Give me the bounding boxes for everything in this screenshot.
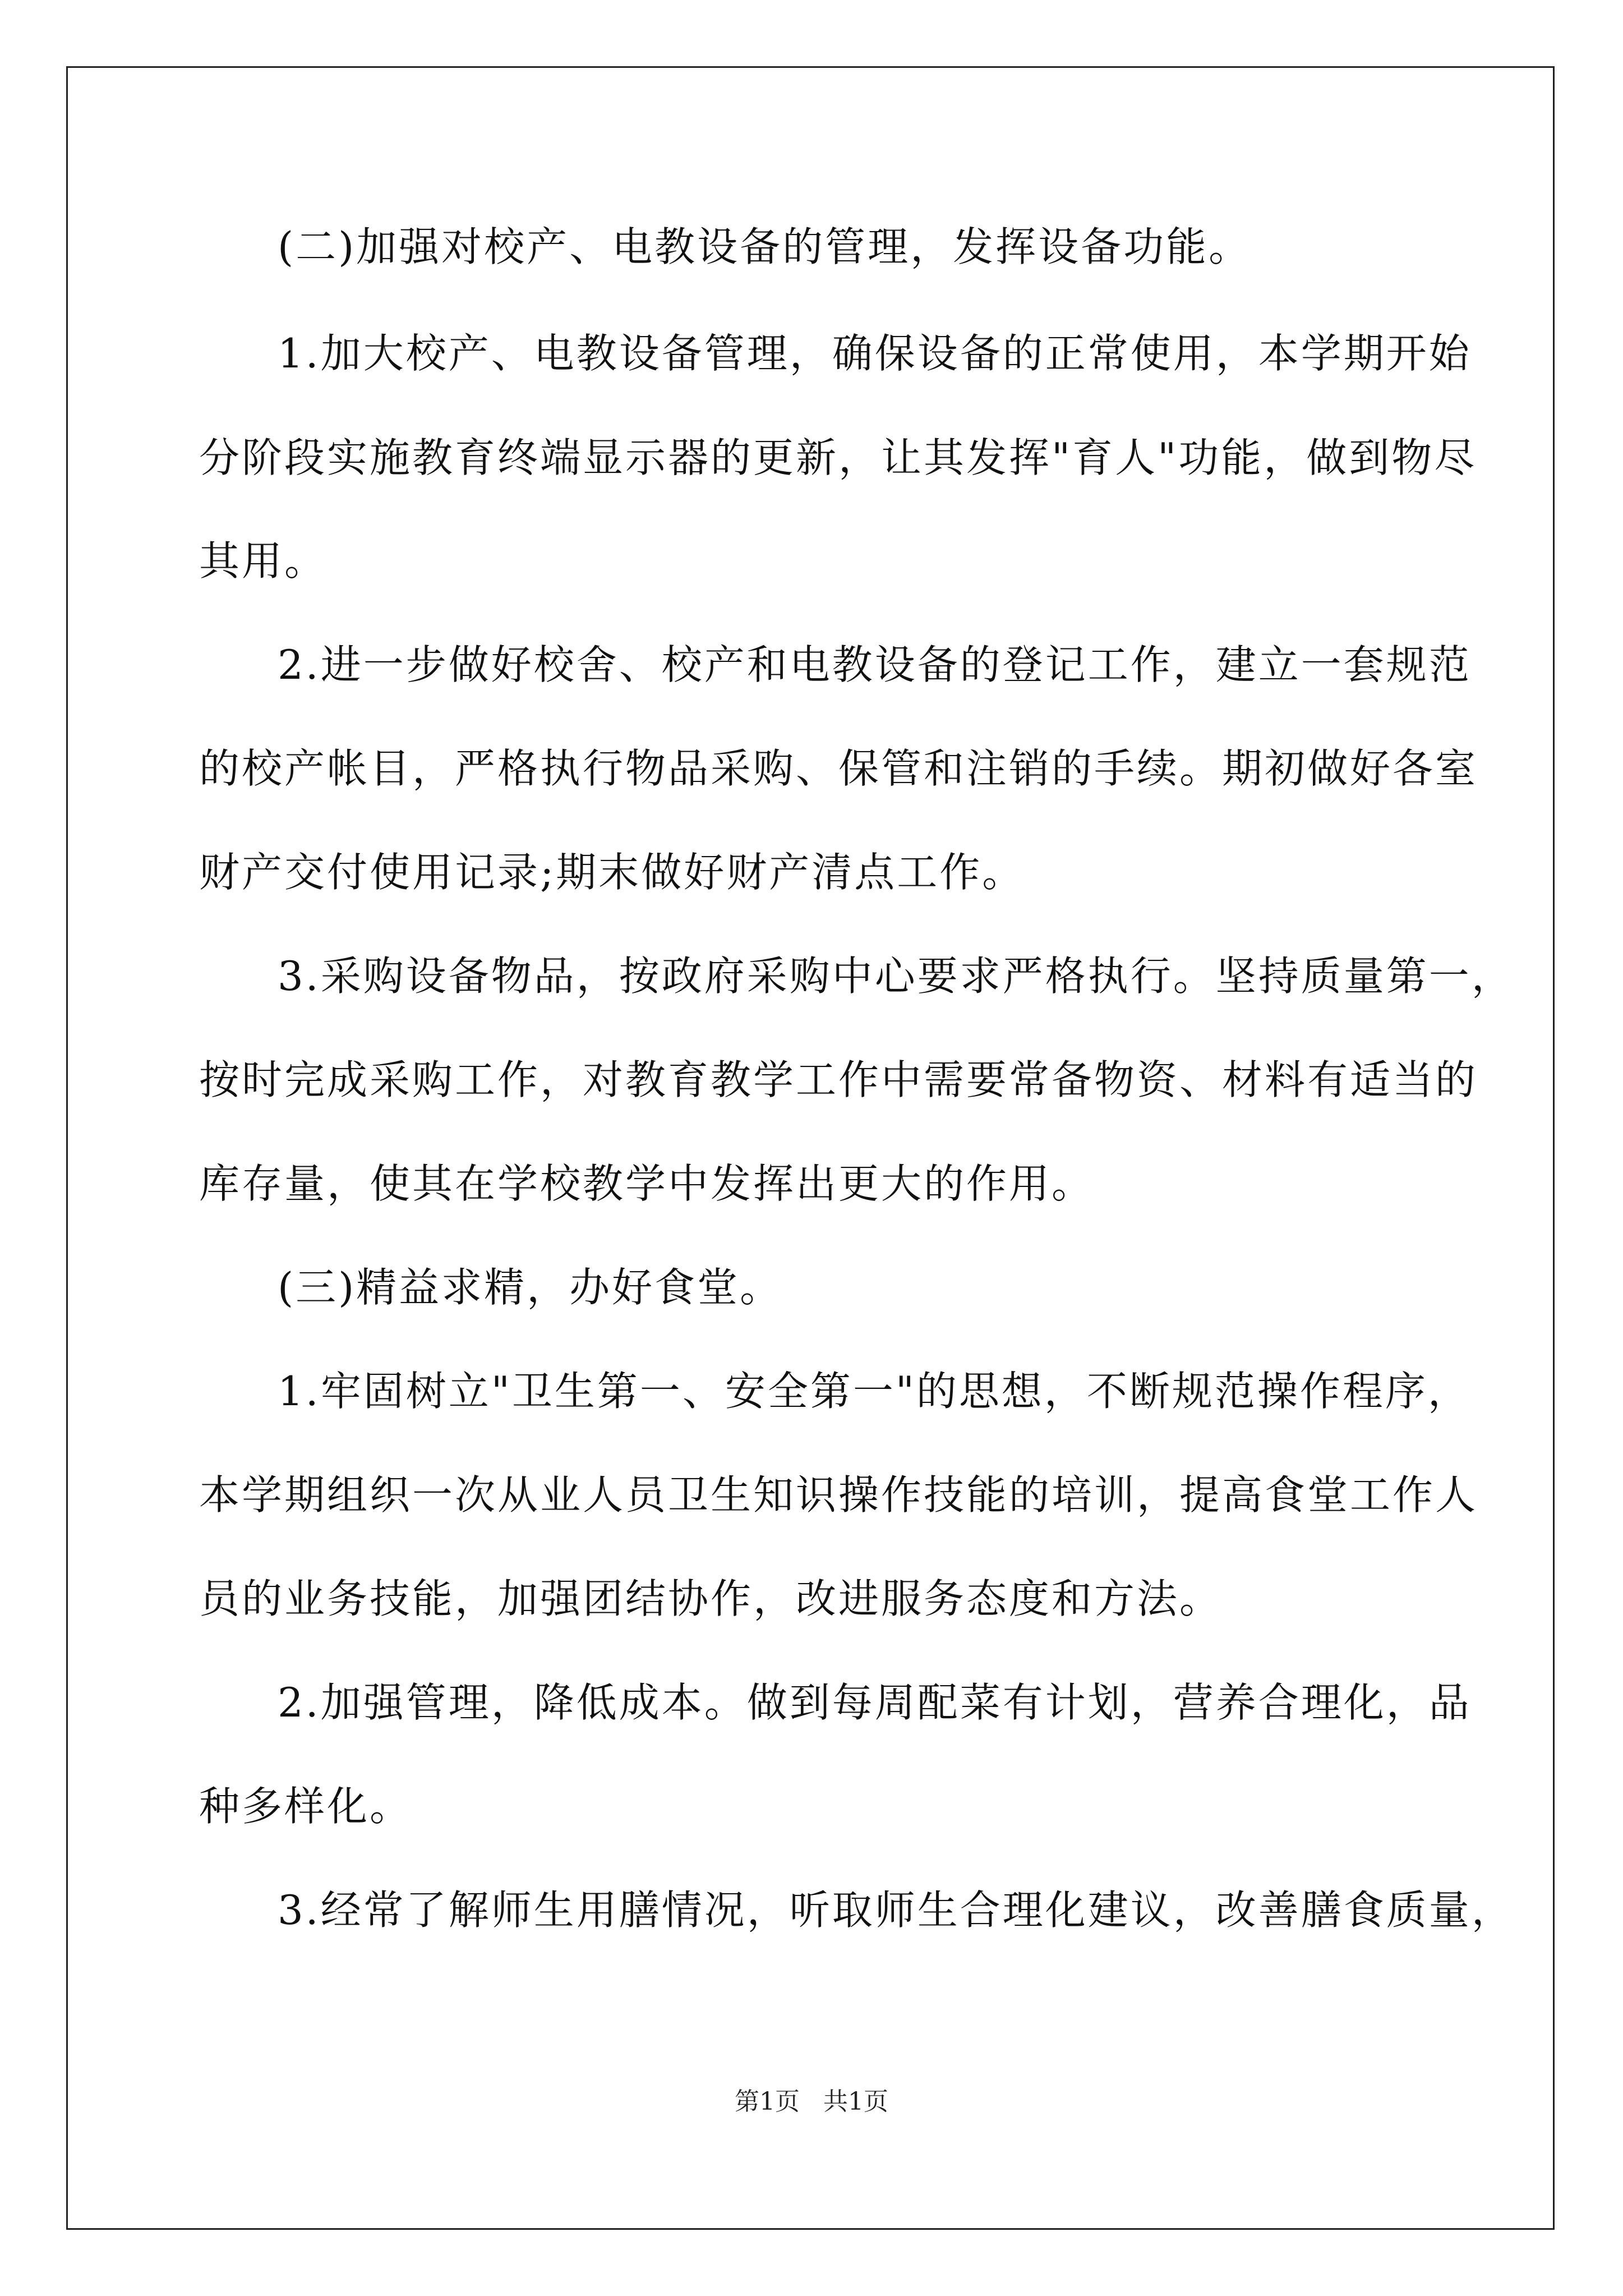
text-line: 的校产帐目，严格执行物品采购、保管和注销的手续。期初做好各室 xyxy=(199,745,1478,792)
text-line: 其用。 xyxy=(199,537,328,585)
text-line: 2.加强管理，降低成本。做到每周配菜有计划，营养合理化，品 xyxy=(278,1679,1472,1726)
text-line: 员的业务技能，加强团结协作，改进服务态度和方法。 xyxy=(199,1575,1223,1622)
text-line: 2.进一步做好校舍、校产和电教设备的登记工作，建立一套规范 xyxy=(278,641,1472,688)
text-line: 1.加大校产、电教设备管理，确保设备的正常使用，本学期开始 xyxy=(278,330,1472,377)
text-line: 本学期组织一次从业人员卫生知识操作技能的培训，提高食堂工作人 xyxy=(199,1471,1478,1519)
paragraph-heading-equipment: (二)加强对校产、电教设备的管理，发挥设备功能。 xyxy=(278,223,1252,270)
page-footer: 第1页 共1页 xyxy=(735,2087,888,2116)
text-line: 库存量，使其在学校教学中发挥出更大的作用。 xyxy=(199,1160,1095,1207)
text-line: 3.经常了解师生用膳情况，听取师生合理化建议，改善膳食质量， xyxy=(278,1887,1514,1934)
text-line: 财产交付使用记录;期末做好财产清点工作。 xyxy=(199,849,1025,896)
paragraph-heading-canteen: (三)精益求精，办好食堂。 xyxy=(278,1264,783,1311)
text-line: 3.采购设备物品，按政府采购中心要求严格执行。坚持质量第一， xyxy=(278,953,1514,1000)
text-line: 1.牢固树立"卫生第一、安全第一"的思想，不断规范操作程序， xyxy=(278,1368,1470,1415)
text-line: 按时完成采购工作，对教育教学工作中需要常备物资、材料有适当的 xyxy=(199,1056,1478,1103)
text-line: 种多样化。 xyxy=(199,1783,413,1830)
text-line: 分阶段实施教育终端显示器的更新，让其发挥"育人"功能，做到物尽 xyxy=(199,434,1477,481)
